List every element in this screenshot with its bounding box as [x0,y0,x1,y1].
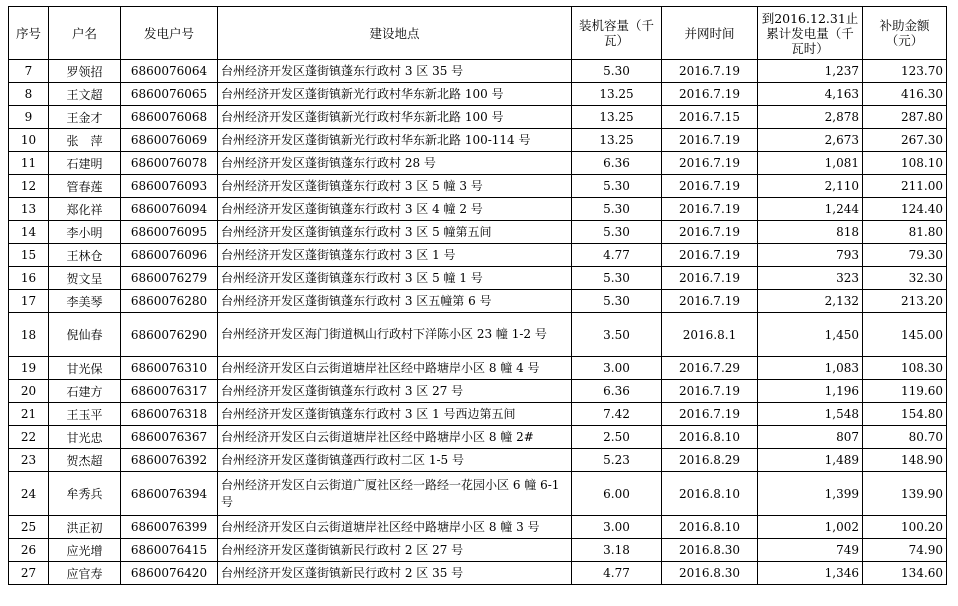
cell-account: 6860076069 [121,129,218,152]
cell-generation: 818 [758,221,863,244]
cell-name: 石建明 [49,152,121,175]
cell-account: 6860076093 [121,175,218,198]
cell-seq: 10 [9,129,49,152]
cell-capacity: 6.36 [572,152,662,175]
cell-account: 6860076318 [121,403,218,426]
cell-account: 6860076279 [121,267,218,290]
cell-seq: 21 [9,403,49,426]
table-row [9,60,947,83]
table-row [9,152,947,175]
cell-seq: 24 [9,472,49,516]
cell-capacity: 4.77 [572,562,662,585]
cell-generation: 1,244 [758,198,863,221]
cell-grid-date: 2016.8.10 [662,426,758,449]
cell-capacity: 3.50 [572,313,662,357]
cell-subsidy: 145.00 [863,313,947,357]
cell-seq: 9 [9,106,49,129]
cell-name: 王林仓 [49,244,121,267]
cell-name: 张 萍 [49,129,121,152]
cell-grid-date: 2016.8.10 [662,472,758,516]
cell-subsidy: 108.10 [863,152,947,175]
cell-name: 王玉平 [49,403,121,426]
header-name: 户名 [49,7,121,60]
header-account: 发电户号 [121,7,218,60]
table-row [9,106,947,129]
cell-generation: 1,081 [758,152,863,175]
table-row [9,83,947,106]
cell-capacity: 6.00 [572,472,662,516]
cell-grid-date: 2016.7.19 [662,403,758,426]
cell-grid-date: 2016.8.10 [662,516,758,539]
cell-subsidy: 123.70 [863,60,947,83]
cell-capacity: 13.25 [572,106,662,129]
cell-generation: 807 [758,426,863,449]
cell-name: 罗领招 [49,60,121,83]
cell-grid-date: 2016.7.29 [662,357,758,380]
cell-subsidy: 108.30 [863,357,947,380]
cell-grid-date: 2016.7.19 [662,380,758,403]
cell-name: 应官寿 [49,562,121,585]
cell-location: 台州经济开发区蓬街镇新民行政村 2 区 35 号 [218,562,572,585]
cell-location: 台州经济开发区蓬街镇新民行政村 2 区 27 号 [218,539,572,562]
table-row [9,244,947,267]
table-row [9,426,947,449]
header-subsidy: 补助金额（元） [863,7,947,60]
table-row [9,449,947,472]
cell-location: 台州经济开发区蓬街镇蓬东行政村 3 区五幢第 6 号 [218,290,572,313]
cell-seq: 16 [9,267,49,290]
cell-grid-date: 2016.8.30 [662,562,758,585]
cell-seq: 17 [9,290,49,313]
cell-name: 倪仙春 [49,313,121,357]
table-row [9,516,947,539]
table-row [9,357,947,380]
cell-name: 贺文呈 [49,267,121,290]
cell-subsidy: 154.80 [863,403,947,426]
cell-subsidy: 287.80 [863,106,947,129]
cell-capacity: 5.30 [572,175,662,198]
cell-grid-date: 2016.7.19 [662,267,758,290]
cell-grid-date: 2016.8.1 [662,313,758,357]
cell-capacity: 2.50 [572,426,662,449]
table-row [9,175,947,198]
cell-grid-date: 2016.7.19 [662,221,758,244]
cell-name: 贺杰超 [49,449,121,472]
cell-name: 甘光保 [49,357,121,380]
cell-capacity: 3.00 [572,516,662,539]
cell-seq: 23 [9,449,49,472]
cell-seq: 18 [9,313,49,357]
cell-subsidy: 211.00 [863,175,947,198]
table-row [9,267,947,290]
table-row [9,290,947,313]
cell-capacity: 3.18 [572,539,662,562]
table-body [9,60,947,585]
cell-location: 台州经济开发区白云街道塘岸社区经中路塘岸小区 8 幢 4 号 [218,357,572,380]
cell-seq: 13 [9,198,49,221]
cell-location: 台州经济开发区蓬街镇蓬东行政村 3 区 1 号西边第五间 [218,403,572,426]
cell-account: 6860076420 [121,562,218,585]
cell-name: 应光增 [49,539,121,562]
cell-capacity: 4.77 [572,244,662,267]
table-row [9,129,947,152]
cell-seq: 15 [9,244,49,267]
cell-grid-date: 2016.7.19 [662,198,758,221]
header-seq: 序号 [9,7,49,60]
cell-seq: 27 [9,562,49,585]
cell-location: 台州经济开发区蓬街镇蓬东行政村 3 区 5 幢 3 号 [218,175,572,198]
cell-subsidy: 124.40 [863,198,947,221]
cell-subsidy: 416.30 [863,83,947,106]
header-location: 建设地点 [218,7,572,60]
cell-name: 王文超 [49,83,121,106]
cell-seq: 14 [9,221,49,244]
cell-location: 台州经济开发区蓬街镇新光行政村华东新北路 100-114 号 [218,129,572,152]
cell-seq: 19 [9,357,49,380]
cell-seq: 20 [9,380,49,403]
cell-generation: 323 [758,267,863,290]
cell-grid-date: 2016.7.19 [662,244,758,267]
cell-grid-date: 2016.7.19 [662,152,758,175]
cell-account: 6860076392 [121,449,218,472]
table-row [9,198,947,221]
table-row [9,472,947,516]
cell-account: 6860076065 [121,83,218,106]
cell-account: 6860076094 [121,198,218,221]
cell-account: 6860076367 [121,426,218,449]
cell-generation: 2,878 [758,106,863,129]
cell-account: 6860076290 [121,313,218,357]
table-row [9,562,947,585]
cell-name: 牟秀兵 [49,472,121,516]
cell-location: 台州经济开发区蓬街镇蓬东行政村 3 区 35 号 [218,60,572,83]
cell-generation: 2,110 [758,175,863,198]
cell-seq: 25 [9,516,49,539]
cell-generation: 1,450 [758,313,863,357]
cell-seq: 11 [9,152,49,175]
table-row [9,539,947,562]
cell-name: 王金才 [49,106,121,129]
cell-account: 6860076399 [121,516,218,539]
cell-account: 6860076317 [121,380,218,403]
subsidy-table [8,6,947,585]
cell-subsidy: 119.60 [863,380,947,403]
cell-generation: 1,346 [758,562,863,585]
cell-generation: 4,163 [758,83,863,106]
cell-generation: 2,673 [758,129,863,152]
cell-grid-date: 2016.7.19 [662,175,758,198]
cell-location: 台州经济开发区白云街道广厦社区经一路经一花园小区 6 幢 6-1 号 [218,472,572,516]
cell-location: 台州经济开发区海门街道枫山行政村下洋陈小区 23 幢 1-2 号 [218,313,572,357]
cell-grid-date: 2016.7.19 [662,83,758,106]
cell-account: 6860076280 [121,290,218,313]
cell-grid-date: 2016.8.29 [662,449,758,472]
cell-generation: 2,132 [758,290,863,313]
cell-name: 石建方 [49,380,121,403]
cell-subsidy: 213.20 [863,290,947,313]
cell-name: 李小明 [49,221,121,244]
cell-generation: 749 [758,539,863,562]
cell-location: 台州经济开发区蓬街镇蓬东行政村 3 区 27 号 [218,380,572,403]
cell-account: 6860076394 [121,472,218,516]
cell-seq: 12 [9,175,49,198]
header-generation: 到2016.12.31止累计发电量（千瓦时） [758,7,863,60]
cell-subsidy: 267.30 [863,129,947,152]
cell-subsidy: 134.60 [863,562,947,585]
cell-capacity: 5.30 [572,198,662,221]
cell-capacity: 5.30 [572,267,662,290]
cell-generation: 1,399 [758,472,863,516]
cell-grid-date: 2016.7.19 [662,60,758,83]
cell-subsidy: 139.90 [863,472,947,516]
cell-generation: 1,002 [758,516,863,539]
cell-generation: 1,237 [758,60,863,83]
table-row [9,380,947,403]
cell-location: 台州经济开发区蓬街镇蓬东行政村 28 号 [218,152,572,175]
cell-capacity: 13.25 [572,129,662,152]
cell-name: 李美琴 [49,290,121,313]
cell-subsidy: 100.20 [863,516,947,539]
cell-account: 6860076095 [121,221,218,244]
cell-generation: 1,548 [758,403,863,426]
header-capacity: 装机容量（千瓦） [572,7,662,60]
cell-grid-date: 2016.8.30 [662,539,758,562]
cell-capacity: 6.36 [572,380,662,403]
table-row [9,313,947,357]
cell-subsidy: 80.70 [863,426,947,449]
cell-seq: 8 [9,83,49,106]
cell-generation: 1,196 [758,380,863,403]
cell-name: 甘光忠 [49,426,121,449]
cell-location: 台州经济开发区蓬街镇新光行政村华东新北路 100 号 [218,83,572,106]
cell-account: 6860076415 [121,539,218,562]
cell-account: 6860076096 [121,244,218,267]
cell-capacity: 5.30 [572,221,662,244]
cell-name: 洪正初 [49,516,121,539]
cell-grid-date: 2016.7.19 [662,129,758,152]
cell-capacity: 5.30 [572,60,662,83]
cell-capacity: 7.42 [572,403,662,426]
cell-seq: 7 [9,60,49,83]
cell-location: 台州经济开发区白云街道塘岸社区经中路塘岸小区 8 幢 2# [218,426,572,449]
cell-location: 台州经济开发区蓬街镇新光行政村华东新北路 100 号 [218,106,572,129]
cell-grid-date: 2016.7.15 [662,106,758,129]
cell-name: 郑化祥 [49,198,121,221]
cell-subsidy: 81.80 [863,221,947,244]
cell-subsidy: 79.30 [863,244,947,267]
table-row [9,403,947,426]
cell-account: 6860076064 [121,60,218,83]
cell-generation: 793 [758,244,863,267]
cell-location: 台州经济开发区蓬街镇蓬东行政村 3 区 5 幢第五间 [218,221,572,244]
cell-seq: 22 [9,426,49,449]
cell-capacity: 3.00 [572,357,662,380]
cell-name: 管春莲 [49,175,121,198]
cell-account: 6860076078 [121,152,218,175]
cell-subsidy: 148.90 [863,449,947,472]
cell-subsidy: 74.90 [863,539,947,562]
cell-location: 台州经济开发区白云街道塘岸社区经中路塘岸小区 8 幢 3 号 [218,516,572,539]
cell-generation: 1,489 [758,449,863,472]
cell-location: 台州经济开发区蓬街镇蓬东行政村 3 区 5 幢 1 号 [218,267,572,290]
cell-capacity: 13.25 [572,83,662,106]
header-grid-date: 并网时间 [662,7,758,60]
cell-account: 6860076310 [121,357,218,380]
cell-capacity: 5.30 [572,290,662,313]
cell-generation: 1,083 [758,357,863,380]
table-row [9,221,947,244]
cell-capacity: 5.23 [572,449,662,472]
header-row [9,7,947,60]
cell-location: 台州经济开发区蓬街镇蓬东行政村 3 区 1 号 [218,244,572,267]
cell-subsidy: 32.30 [863,267,947,290]
cell-location: 台州经济开发区蓬街镇蓬西行政村二区 1-5 号 [218,449,572,472]
cell-account: 6860076068 [121,106,218,129]
cell-grid-date: 2016.7.19 [662,290,758,313]
cell-seq: 26 [9,539,49,562]
cell-location: 台州经济开发区蓬街镇蓬东行政村 3 区 4 幢 2 号 [218,198,572,221]
